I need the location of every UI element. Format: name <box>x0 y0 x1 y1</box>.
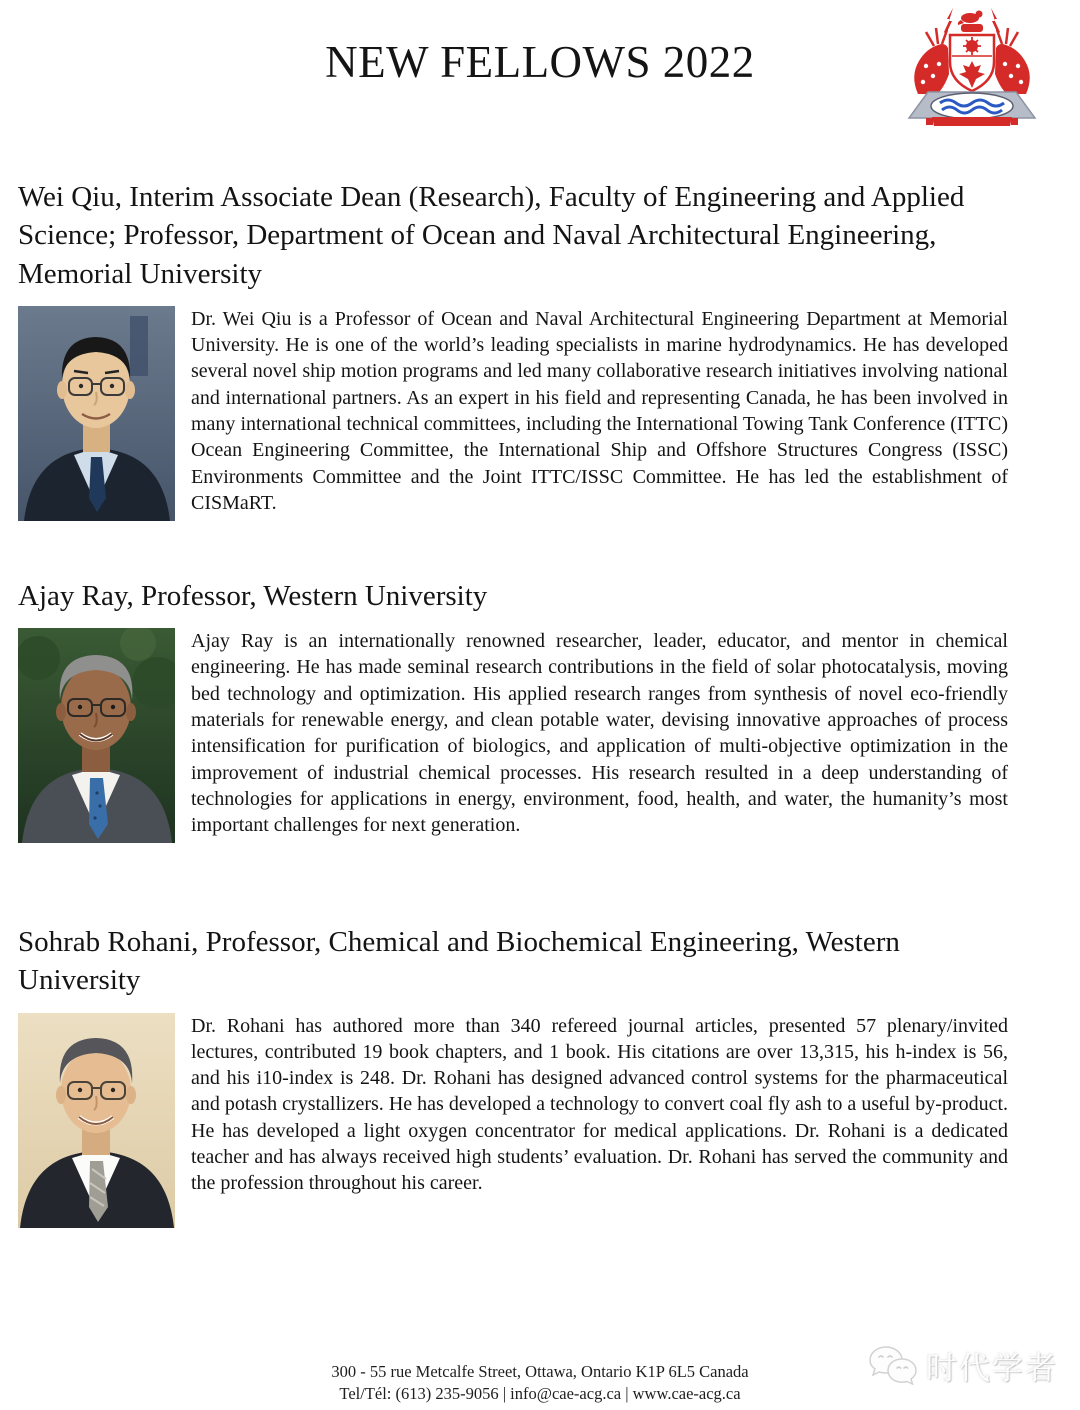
fellow-section-wei-qiu <box>18 178 1008 521</box>
fellow-section-ajay-ray <box>18 577 1008 843</box>
portrait-photo-sohrab-rohani <box>18 1013 175 1228</box>
fellow-section-sohrab-rohani <box>18 923 1008 1228</box>
page-title: NEW FELLOWS 2022 <box>325 37 755 87</box>
fellow-heading-sohrab-rohani: Sohrab Rohani, Professor, Chemical and Biochemical Engineering, Western University <box>18 926 900 997</box>
watermark-text: 时代学者 <box>926 1351 1058 1387</box>
fellow-body <box>18 628 1008 843</box>
watermark <box>866 1343 1058 1388</box>
fellow-bio-wei-qiu: Dr. Wei Qiu is a Professor of Ocean and Naval Architectural Engineering Department at Memorial University. He is one of the world’s leading specialists in marine hydrodynamics. He has developed several novel ship motion programs and led many collaborative research initiatives involving national and international partners. As an expert in his field and representing Canada, he has been involved in many international technical committees, including the International Towing Tank Conference (ITTC) Ocean Engineering Committee, the International Ship and Offshore Structures Congress (ISSC) Environments Committee and the Joint ITTC/ISSC Committee. He has led the establishment of CISMaRT. <box>191 307 1008 514</box>
portrait-photo-wei-qiu <box>18 306 175 521</box>
portrait-placeholder-icon <box>18 628 175 843</box>
fellow-heading-wei-qiu: Wei Qiu, Interim Associate Dean (Research), Faculty of Engineering and Applied Science; Professor, Department of Ocean and Naval Architectural Engineering, Memorial University <box>18 181 965 290</box>
portrait-photo-ajay-ray <box>18 628 175 843</box>
cae-crest-logo <box>890 6 1054 132</box>
fellow-bio-ajay-ray: Ajay Ray is an internationally renowned researcher, leader, educator, and mentor in chemical engineering. He has made seminal research contributions in the field of solar photocatalysis, moving bed technology and optimization. His applied research ranges from synthesis of novel eco-friendly materials for renewable energy, and clean potable water, devising innovative approaches of process intensification for purification of biologics, and application of multi-objective optimization in the improvement of industrial chemical processes. His research resulted in a deep understanding of technologies for applications in energy, environment, food, health, and water, the humanity’s most important challenges for next generation. <box>191 630 1008 837</box>
fellow-heading-ajay-ray: Ajay Ray, Professor, Western University <box>18 579 488 612</box>
fellow-body <box>18 1013 1008 1228</box>
page-header <box>0 0 1080 96</box>
fellows-list <box>0 178 1080 1228</box>
portrait-placeholder-icon <box>18 1013 175 1228</box>
fellow-bio-sohrab-rohani: Dr. Rohani has authored more than 340 refereed journal articles, presented 57 plenary/invited lectures, contributed 19 book chapters, and 1 book. His citations are over 13,315, his h-index is 56, and his i10-index is 248. Dr. Rohani has designed advanced control systems for the pharmaceutical and potash crystallizers. He has developed a technology to convert coal fly ash to a useful by-product. He has developed a light oxygen concentrator for medical applications. Dr. Rohani is a dedicated teacher and has always received high students’ evaluation. Dr. Rohani has served the community and the profession throughout his career. <box>191 1014 1008 1195</box>
fellow-body <box>18 306 1008 521</box>
footer-address: 300 - 55 rue Metcalfe Street, Ottawa, Ontario K1P 6L5 Canada <box>331 1362 749 1381</box>
portrait-placeholder-icon <box>18 306 175 521</box>
wechat-chat-bubbles-icon <box>866 1344 918 1388</box>
cae-crest-icon <box>890 6 1054 132</box>
footer-contact: Tel/Tél: (613) 235-9056 | info@cae-acg.ca | www.cae-acg.ca <box>339 1384 741 1403</box>
